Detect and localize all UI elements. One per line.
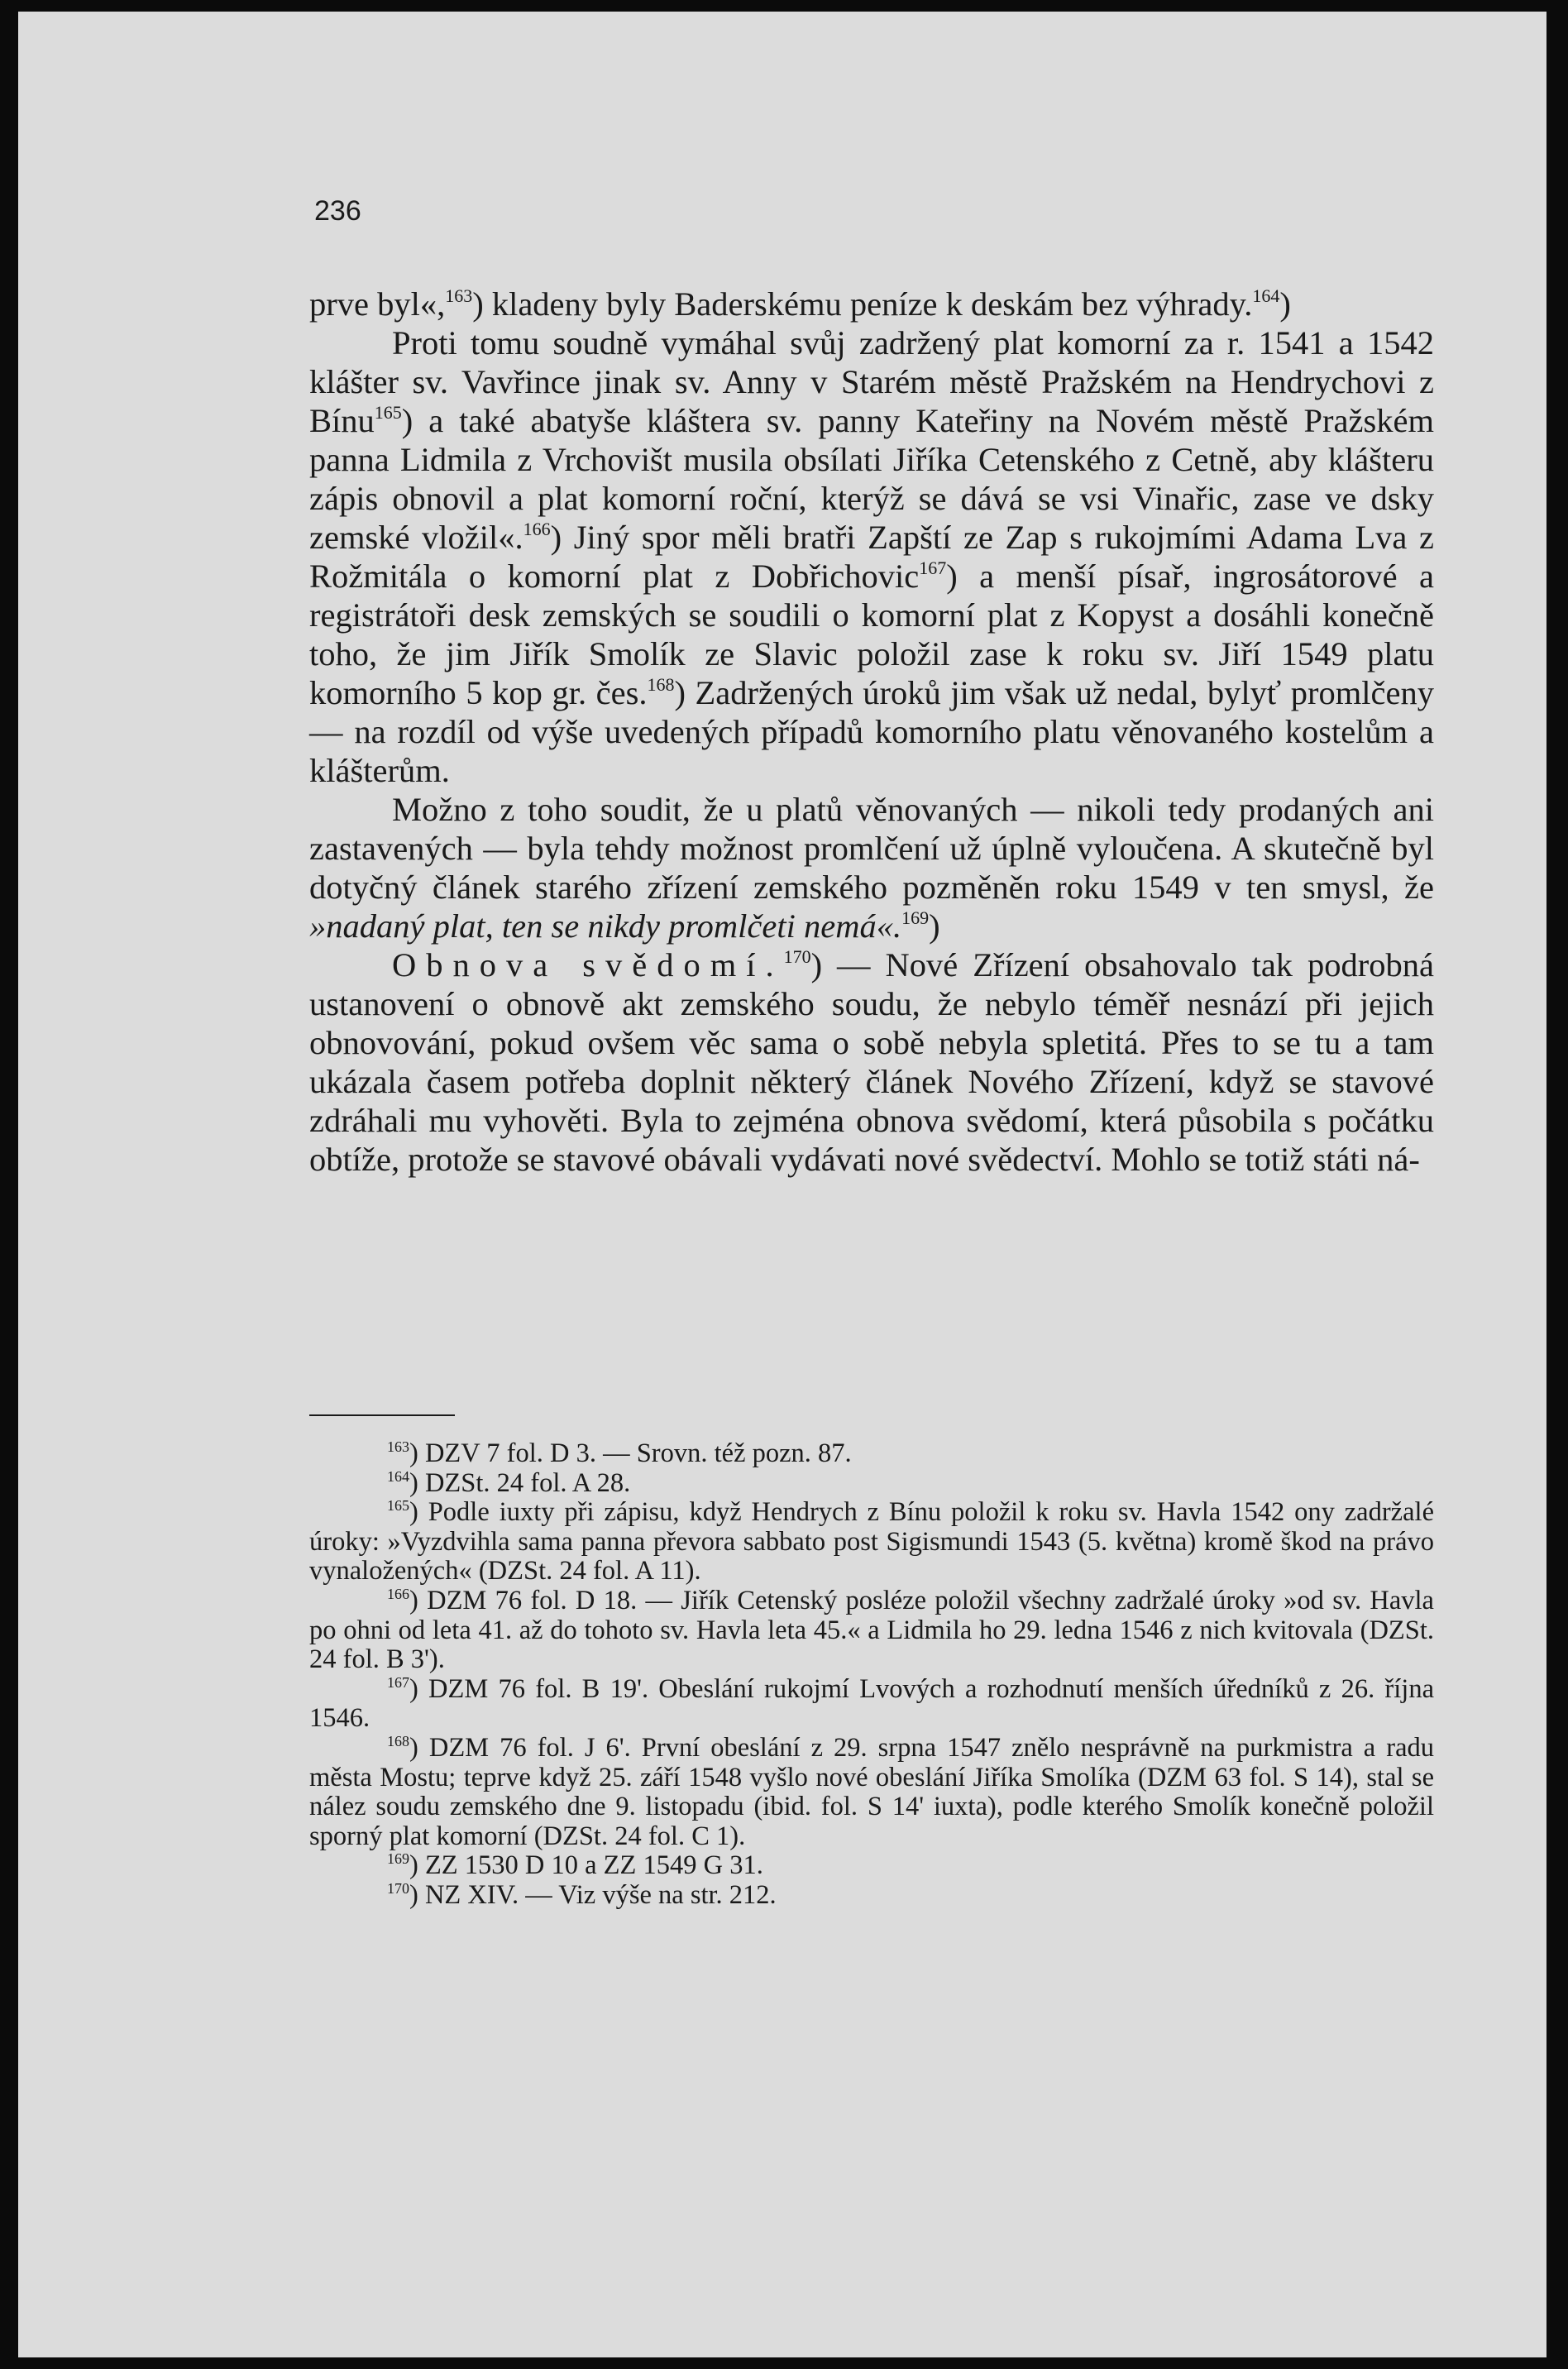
footnote-reference: 163 xyxy=(445,285,473,306)
text-run: ) a také abatyše kláštera sv. panny Kateřiny na Novém městě Pražském panna Lidmila z Vrchovišt musila obsílati Jiříka Cetenského z Cetně, aby klášteru zápis obnovil a plat komorní roční, kterýž se dává se vsi Vinařic, zase ve dsky zemské vložil«. xyxy=(309,402,1434,556)
footnote-divider xyxy=(309,1414,455,1416)
text-run: ) Jiný spor měli bratři Zapští ze Zap s rukojmími Adama Lva z Rožmitála o komorní plat z Dobřichovic xyxy=(309,519,1434,595)
footnote-reference: 164 xyxy=(1252,285,1280,306)
footnote-reference: 170 xyxy=(783,946,811,967)
footnote-text: ) DZM 76 fol. B 19'. Obeslání rukojmí Lvových a rozhodnutí menších úředníků z 26. října 1546. xyxy=(309,1673,1434,1734)
text-run: ) xyxy=(929,907,940,945)
text-run: ) xyxy=(1279,285,1291,323)
emphasized-quote: »nadaný plat, ten se nikdy promlčeti nemá«. xyxy=(309,907,902,945)
footnote-text: ) DZM 76 fol. J 6'. První obeslání z 29. srpna 1547 znělo nesprávně na purkmistra a radu města Mostu; teprve když 25. září 1548 vyšlo nové obeslání Jiříka Smolíka (DZM 63 fol. S 14), stal se nález soudu zemského dne 9. listopadu (ibid. fol. S 14' iuxta), podle kterého Smolík konečně položil sporný plat komorní (DZSt. 24 fol. C 1). xyxy=(309,1732,1434,1851)
paragraph xyxy=(309,323,1434,790)
footnote-reference: 169 xyxy=(901,907,930,928)
footnote xyxy=(309,1734,1434,1851)
footnote xyxy=(309,1851,1434,1881)
footnote xyxy=(309,1469,1434,1499)
footnote xyxy=(309,1675,1434,1734)
footnote xyxy=(309,1587,1434,1675)
footnote-reference: 167 xyxy=(919,558,947,578)
footnote-reference: 168 xyxy=(647,674,675,695)
footnote-number: 170 xyxy=(387,1879,409,1897)
footnote-number: 164 xyxy=(387,1467,409,1485)
footnote xyxy=(309,1439,1434,1469)
text-run: ) Zadržených úroků jim však už nedal, bylyť promlčeny — na rozdíl od výše uvedených případů komorního platu věnovaného kostelům a klášterům. xyxy=(309,674,1434,789)
footnote-text: ) NZ XIV. — Viz výše na str. 212. xyxy=(409,1879,777,1910)
footnote-text: ) DZM 76 fol. D 18. — Jiřík Cetenský posléze položil všechny zadržalé úroky »od sv. Havla po ohni od leta 41. až do tohoto sv. Havla leta 45.« a Lidmila ho 29. ledna 1546 z nich kvitovala (DZSt. 24 fol. B 3'). xyxy=(309,1585,1434,1675)
text-run: Proti tomu soudně vymáhal svůj zadržený plat komorní za r. 1541 a 1542 klášter sv. Vavřince jinak sv. Anny v Starém městě Pražském na Hendrychovi z Bínu xyxy=(309,324,1434,439)
footnote-text: ) ZZ 1530 D 10 a ZZ 1549 G 31. xyxy=(409,1850,763,1881)
footnote-reference: 166 xyxy=(523,519,551,539)
footnote-number: 167 xyxy=(387,1673,409,1691)
footnote xyxy=(309,1881,1434,1911)
main-text xyxy=(309,285,1434,1179)
footnote-number: 169 xyxy=(387,1850,409,1868)
section-heading-inline: Obnova svědomí. xyxy=(392,946,784,983)
footnote xyxy=(309,1498,1434,1587)
footnote-number: 163 xyxy=(387,1438,409,1455)
footnote-reference: 165 xyxy=(374,402,402,423)
footnote-text: ) DZV 7 fol. D 3. — Srovn. též pozn. 87. xyxy=(409,1438,852,1468)
paragraph xyxy=(309,945,1434,1179)
paragraph xyxy=(309,285,1434,323)
footnote-number: 168 xyxy=(387,1732,409,1749)
footnote-number: 166 xyxy=(387,1585,409,1602)
text-run: Možno z toho soudit, že u platů věnovaných — nikoli tedy prodaných ani zastavených — byla tehdy možnost promlčení už úplně vyloučena. A skutečně byl dotyčný článek starého zřízení zemského pozměněn roku 1549 v ten smysl, že xyxy=(309,791,1434,906)
text-run: prve byl«, xyxy=(309,285,446,323)
paragraph xyxy=(309,790,1434,945)
footnotes xyxy=(309,1439,1434,1911)
footnote-number: 165 xyxy=(387,1497,409,1515)
page-sheet xyxy=(18,12,1546,2357)
text-run: ) a menší písař, ingrosátorové a registrátoři desk zemských se soudili o komorní plat z Kopyst a dosáhli konečně toho, že jim Jiřík Smolík ze Slavic položil zase k roku sv. Jiří 1549 platu komorního 5 kop gr. čes. xyxy=(309,558,1434,711)
text-run: ) kladeny byly Baderskému peníze k deskám bez výhrady. xyxy=(472,285,1253,323)
text-run: ) — Nové Zřízení obsahovalo tak podrobná ustanovení o obnově akt zemského soudu, že nebylo téměř nesnází při jejich obnovování, pokud ovšem věc sama o sobě nebyla spletitá. Přes to se tu a tam ukázala časem potřeba doplnit některý článek Nového Zřízení, když se stavové zdráhali mu vyhověti. Byla to zejména obnova svědomí, která působila s počátku obtíže, protože se stavové obávali vydávati nové svědectví. Mohlo se totiž státi ná- xyxy=(309,946,1434,1178)
footnote-text: ) DZSt. 24 fol. A 28. xyxy=(409,1467,631,1498)
page-number: 236 xyxy=(314,195,361,227)
footnote-text: ) Podle iuxty při zápisu, když Hendrych z Bínu položil k roku sv. Havla 1542 ony zadržalé úroky: »Vyzdvihla sama panna převora sabbato post Sigismundi 1543 (5. května) kromě škod na právo vynaložených« (DZSt. 24 fol. A 11). xyxy=(309,1497,1434,1587)
